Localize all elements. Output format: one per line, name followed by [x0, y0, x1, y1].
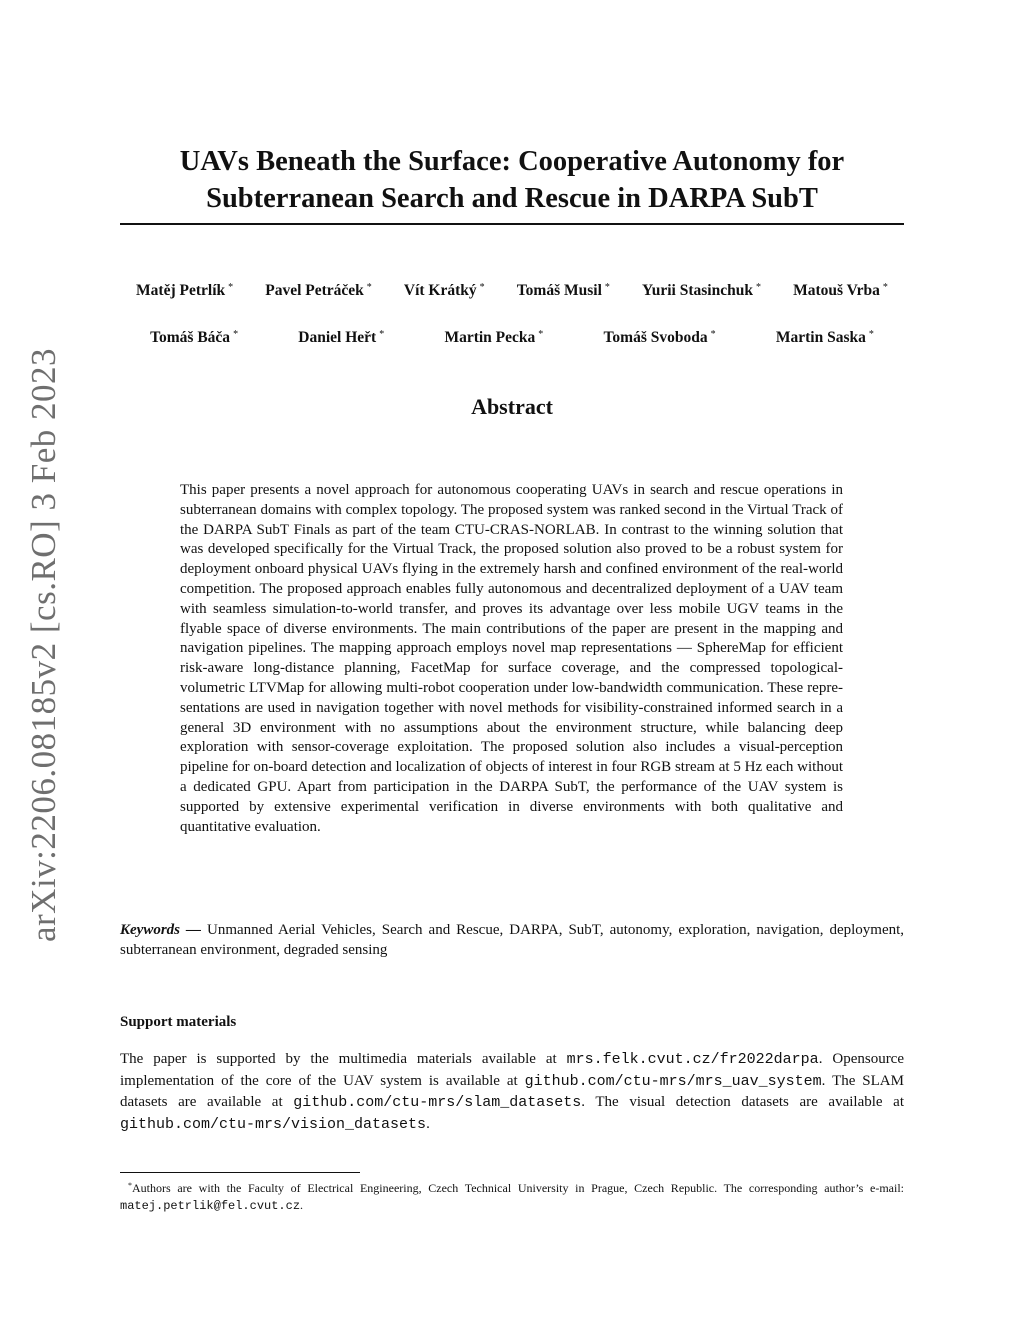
multimedia-link[interactable]: mrs.felk.cvut.cz/fr2022darpa — [566, 1051, 819, 1068]
abstract-heading: Abstract — [471, 394, 553, 419]
title-line-1: UAVs Beneath the Surface: Cooperative Autonomy for — [179, 146, 845, 177]
footnote: *Authors are with the Faculty of Electrical Engineering, Czech Technical University in Prague, Czech Republic. The corresponding author’s e-mail: matej.petrlik@fel.cvut.cz. — [120, 1181, 904, 1213]
support-materials-heading: Support materials — [120, 1014, 237, 1030]
arxiv-identifier: arXiv:2206.08185v2 [cs.RO] 3 Feb 2023 — [24, 347, 63, 943]
authors-row-2 — [120, 329, 904, 347]
author: Vít Krátký * — [403, 282, 485, 299]
authors-row-1 — [120, 282, 904, 300]
corresponding-email[interactable]: matej.petrlik@fel.cvut.cz — [120, 1199, 301, 1213]
keywords-label: Keywords — — [120, 922, 201, 938]
abstract-text: This paper presents a novel approach for autonomous cooperating UAVs in search and rescue operations in subterranean domains with complex topology. The proposed system was ranked second in the Virtual Track of the DARPA SubT Finals as part of the team CTU-CRAS-NORLAB. In contrast to the winning solution that was developed specifically for the Virtual Track, the proposed solution also proved to be a robust system for deployment onboard physical UAVs flying in the extremely harsh and confined environment of the real-world competition. The proposed approach enables fully autonomous and decentralized deployment of a UAV team with seamless simulation-to-world transfer, and proves its advantage over less mobile UGV teams in the flyable space of diverse environments. The main contributions of the paper are present in the mapping and navigation pipelines. The mapping approach employs novel map representations — SphereMap for efficient risk-aware long-distance planning, FacetMap for surface coverage, and the compressed topological-volumetric LTVMap for allowing multi-robot cooperation under low-bandwidth communication. These representations are used in navigation together with novel methods for visibility-constrained informed search in a general 3D environment with no assumptions about the environment structure, while balancing deep exploration with sensor-coverage exploitation. The proposed solution also includes a visual-perception pipeline for on-board detection and localization of objects of interest in four RGB stream at 5 Hz each without a dedicated GPU. Apart from participation in the DARPA SubT, the performance of the UAV system is supported by extensive experimental verification in diverse environments with both qualitative and quantitative evaluation. — [180, 482, 843, 835]
footnote-rule — [120, 1172, 360, 1173]
author: Tomáš Báča * — [150, 329, 239, 346]
support-materials-paragraph: The paper is supported by the multimedia materials available at mrs.felk.cvut.cz/fr2022darpa. Opensource implementation of the core of the UAV system is available at github.com/ctu-mrs/mrs_uav_system. The SLAM datasets are available at github.com/ctu-mrs/slam_datasets. The visual detection datasets are available at github.com/ctu-mrs/vision_datasets. — [120, 1051, 905, 1133]
keywords-text: Unmanned Aerial Vehicles, Search and Rescue, DARPA, SubT, autonomy, exploration, navigation, deployment, subterranean environment, degraded sensing — [120, 922, 905, 958]
title-rule — [120, 223, 904, 225]
vision-datasets-link[interactable]: github.com/ctu-mrs/vision_datasets — [120, 1115, 427, 1133]
author: Tomáš Svoboda * — [603, 329, 716, 346]
paper-title — [120, 143, 904, 217]
uav-system-link[interactable]: github.com/ctu-mrs/mrs_uav_system — [524, 1072, 822, 1090]
title-line-2: Subterranean Search and Rescue in DARPA SubT — [206, 183, 818, 214]
arxiv-side-stamp — [22, 347, 66, 943]
author: Yurii Stasinchuk * — [641, 282, 761, 299]
author: Martin Pecka * — [444, 329, 544, 346]
author: Pavel Petráček * — [265, 282, 372, 299]
keywords-paragraph — [120, 920, 904, 960]
author: Matouš Vrba * — [793, 282, 888, 299]
slam-datasets-link[interactable]: github.com/ctu-mrs/slam_datasets — [293, 1094, 582, 1111]
author: Matěj Petrlík * — [136, 282, 234, 299]
author: Tomáš Musil * — [516, 282, 610, 299]
author: Martin Saska * — [775, 329, 874, 346]
author: Daniel Heřt * — [298, 329, 385, 346]
